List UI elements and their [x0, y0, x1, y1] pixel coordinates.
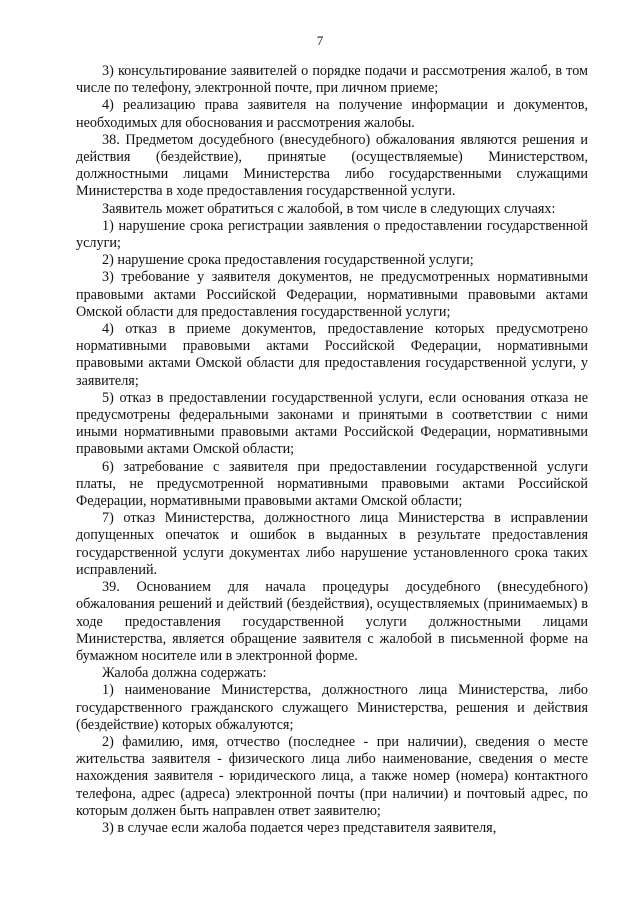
paragraph-complaint-contents-intro: Жалоба должна содержать: — [102, 665, 267, 682]
paragraph-complaint-cases-intro: Заявитель может обратиться с жалобой, в том числе в следующих случаях: — [102, 200, 556, 217]
paragraph-contents-2: 2) фамилию, имя, отчество (последнее - при наличии), сведения о месте жительства заявителя - физического лица либо наименование, сведения о месте нахождения заявителя - юридического лица, а также номер (номера) контактного телефона, адрес (адреса) электронной почты (при наличии) и почтовый адрес, по которым должен быть направлен ответ заявителю; — [76, 733, 588, 819]
paragraph-case-7: 7) отказ Министерства, должностного лица Министерства в исправлении допущенных опечаток и ошибок в выданных в результате предоставления государственной услуги документах либо нарушение установленного срока таких исправлений. — [76, 510, 588, 578]
paragraph-case-3: 3) требование у заявителя документов, не предусмотренных нормативными правовыми актами Российской Федерации, нормативными правовыми актами Омской области для предоставления государственной услуги; — [76, 269, 588, 320]
paragraph-case-5: 5) отказ в предоставлении государственной услуги, если основания отказа не предусмотрены федеральными законами и принятыми в соответствии с ними иными нормативными правовыми актами Российской Федерации, нормативными правовыми актами Омской области; — [76, 389, 588, 458]
paragraph-clause-39: 39. Основанием для начала процедуры досудебного (внесудебного) обжалования решений и действий (бездействия), осуществляемых (принимаемых) в ходе предоставления государственной услуги должностными лицами Министерства, является обращение заявителя с жалобой в письменной форме на бумажном носителе или в электронной форме. — [76, 579, 588, 664]
paragraph-clause-38: 38. Предметом досудебного (внесудебного) обжалования являются решения и действия (бездействие), принятые (осуществляемые) Министерством, должностными лицами Министерства либо государственными служащими Министерства в ходе предоставления государственной услуги. — [76, 131, 588, 200]
paragraph-case-6: 6) затребование с заявителя при предоставлении государственной услуги платы, не предусмотренной нормативными правовыми актами Российской Федерации, нормативными правовыми актами Омской области; — [76, 458, 588, 510]
paragraph-item-4-rights: 4) реализацию права заявителя на получение информации и документов, необходимых для обоснования и рассмотрения жалобы. — [76, 97, 588, 131]
paragraph-case-1: 1) нарушение срока регистрации заявления о предоставлении государственной услуги; — [76, 217, 588, 252]
paragraph-case-2: 2) нарушение срока предоставления государственной услуги; — [102, 252, 474, 269]
paragraph-item-3-consulting: 3) консультирование заявителей о порядке подачи и рассмотрения жалоб, в том числе по телефону, электронной почте, при личном приеме; — [76, 63, 588, 97]
document-body — [76, 63, 588, 837]
paragraph-contents-3: 3) в случае если жалоба подается через представителя заявителя, — [102, 819, 497, 836]
paragraph-case-4: 4) отказ в приеме документов, предоставление которых предусмотрено нормативными правовыми актами Российской Федерации, нормативными правовыми актами Омской области для предоставления государственной услуги, у заявителя; — [76, 321, 588, 389]
paragraph-contents-1: 1) наименование Министерства, должностного лица Министерства, либо государственного гражданского служащего Министерства, решения и действия (бездействие) которых обжалуются; — [76, 682, 588, 733]
page-number: 7 — [316, 33, 324, 48]
